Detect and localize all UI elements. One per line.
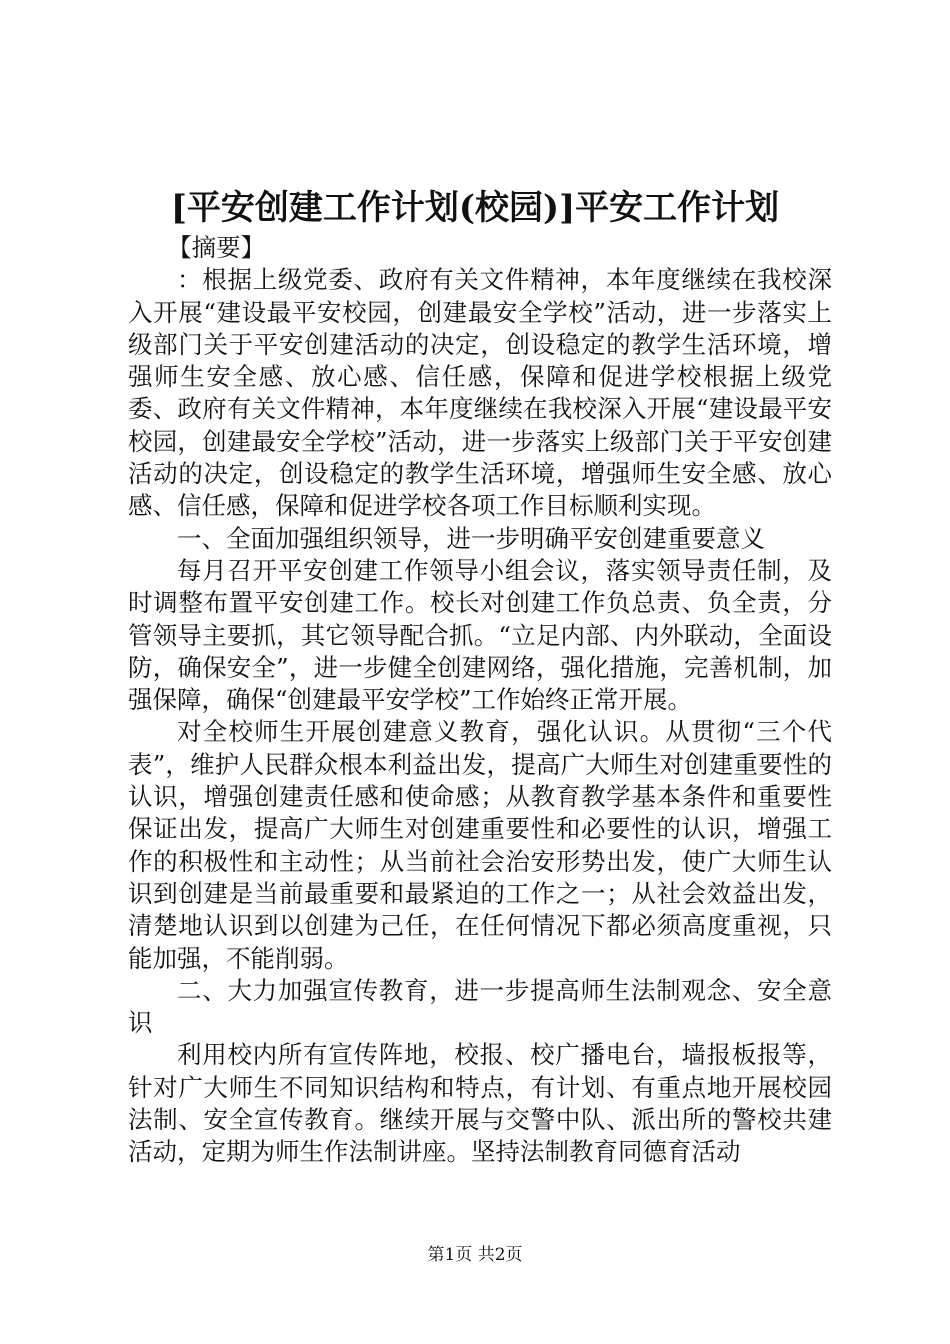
summary-paragraph: ：根据上级党委、政府有关文件精神，本年度继续在我校深入开展“建设最平安校园，创建最安全学校”活动，进一步落实上级部门关于平安创建活动的决定，创设稳定的教学生活环境，增强师生安全感、放心感、信任感，保障和促进学校根据上级党委、政府有关文件精神，本年度继续在我校深入开展“建设最平安校园，创建最安全学校”活动，进一步落实上级部门关于平安创建活动的决定，创设稳定的教学生活环境，增强师生安全感、放心感、信任感，保障和促进学校各项工作目标顺利实现。 [128,265,832,521]
document-title: [平安创建工作计划(校园)]平安工作计划 [170,188,780,228]
body-paragraph: 每月召开平安创建工作领导小组会议，落实领导责任制，及时调整布置平安创建工作。校长对创建工作负总责、负全责，分管领导主要抓，其它领导配合抓。“立足内部、内外联动，全面设防，确保安全”，进一步健全创建网络，强化措施，完善机制，加强保障，确保“创建最平安学校”工作始终正常开展。 [128,555,832,715]
document-body [128,232,832,1169]
body-paragraph: 对全校师生开展创建意义教育，强化认识。从贯彻“三个代表”，维护人民群众根本利益出发，提高广大师生对创建重要性的认识，增强创建责任感和使命感；从教育教学基本条件和重要性保证出发，提高广大师生对创建重要性和必要性的认识，增强工作的积极性和主动性；从当前社会治安形势出发，使广大师生认识到创建是当前最重要和最紧迫的工作之一；从社会效益出发，清楚地认识到以创建为己任，在任何情况下都必须高度重视，只能加强，不能削弱。 [128,717,832,973]
summary-label: 【摘要】 [167,233,266,262]
section-heading-1: 一、全面加强组织领导，进一步明确平安创建重要意义 [177,523,765,553]
body-paragraph: 利用校内所有宣传阵地，校报、校广播电台，墙报板报等，针对广大师生不同知识结构和特点，有计划、有重点地开展校园法制、安全宣传教育。继续开展与交警中队、派出所的警校共建活动，定期为师生作法制讲座。坚持法制教育同德育活动 [128,1040,832,1167]
page-footer: 第1页 共2页 [427,1245,523,1265]
section-heading-2: 二、大力加强宣传教育，进一步提高师生法制观念、安全意识 [128,975,832,1038]
